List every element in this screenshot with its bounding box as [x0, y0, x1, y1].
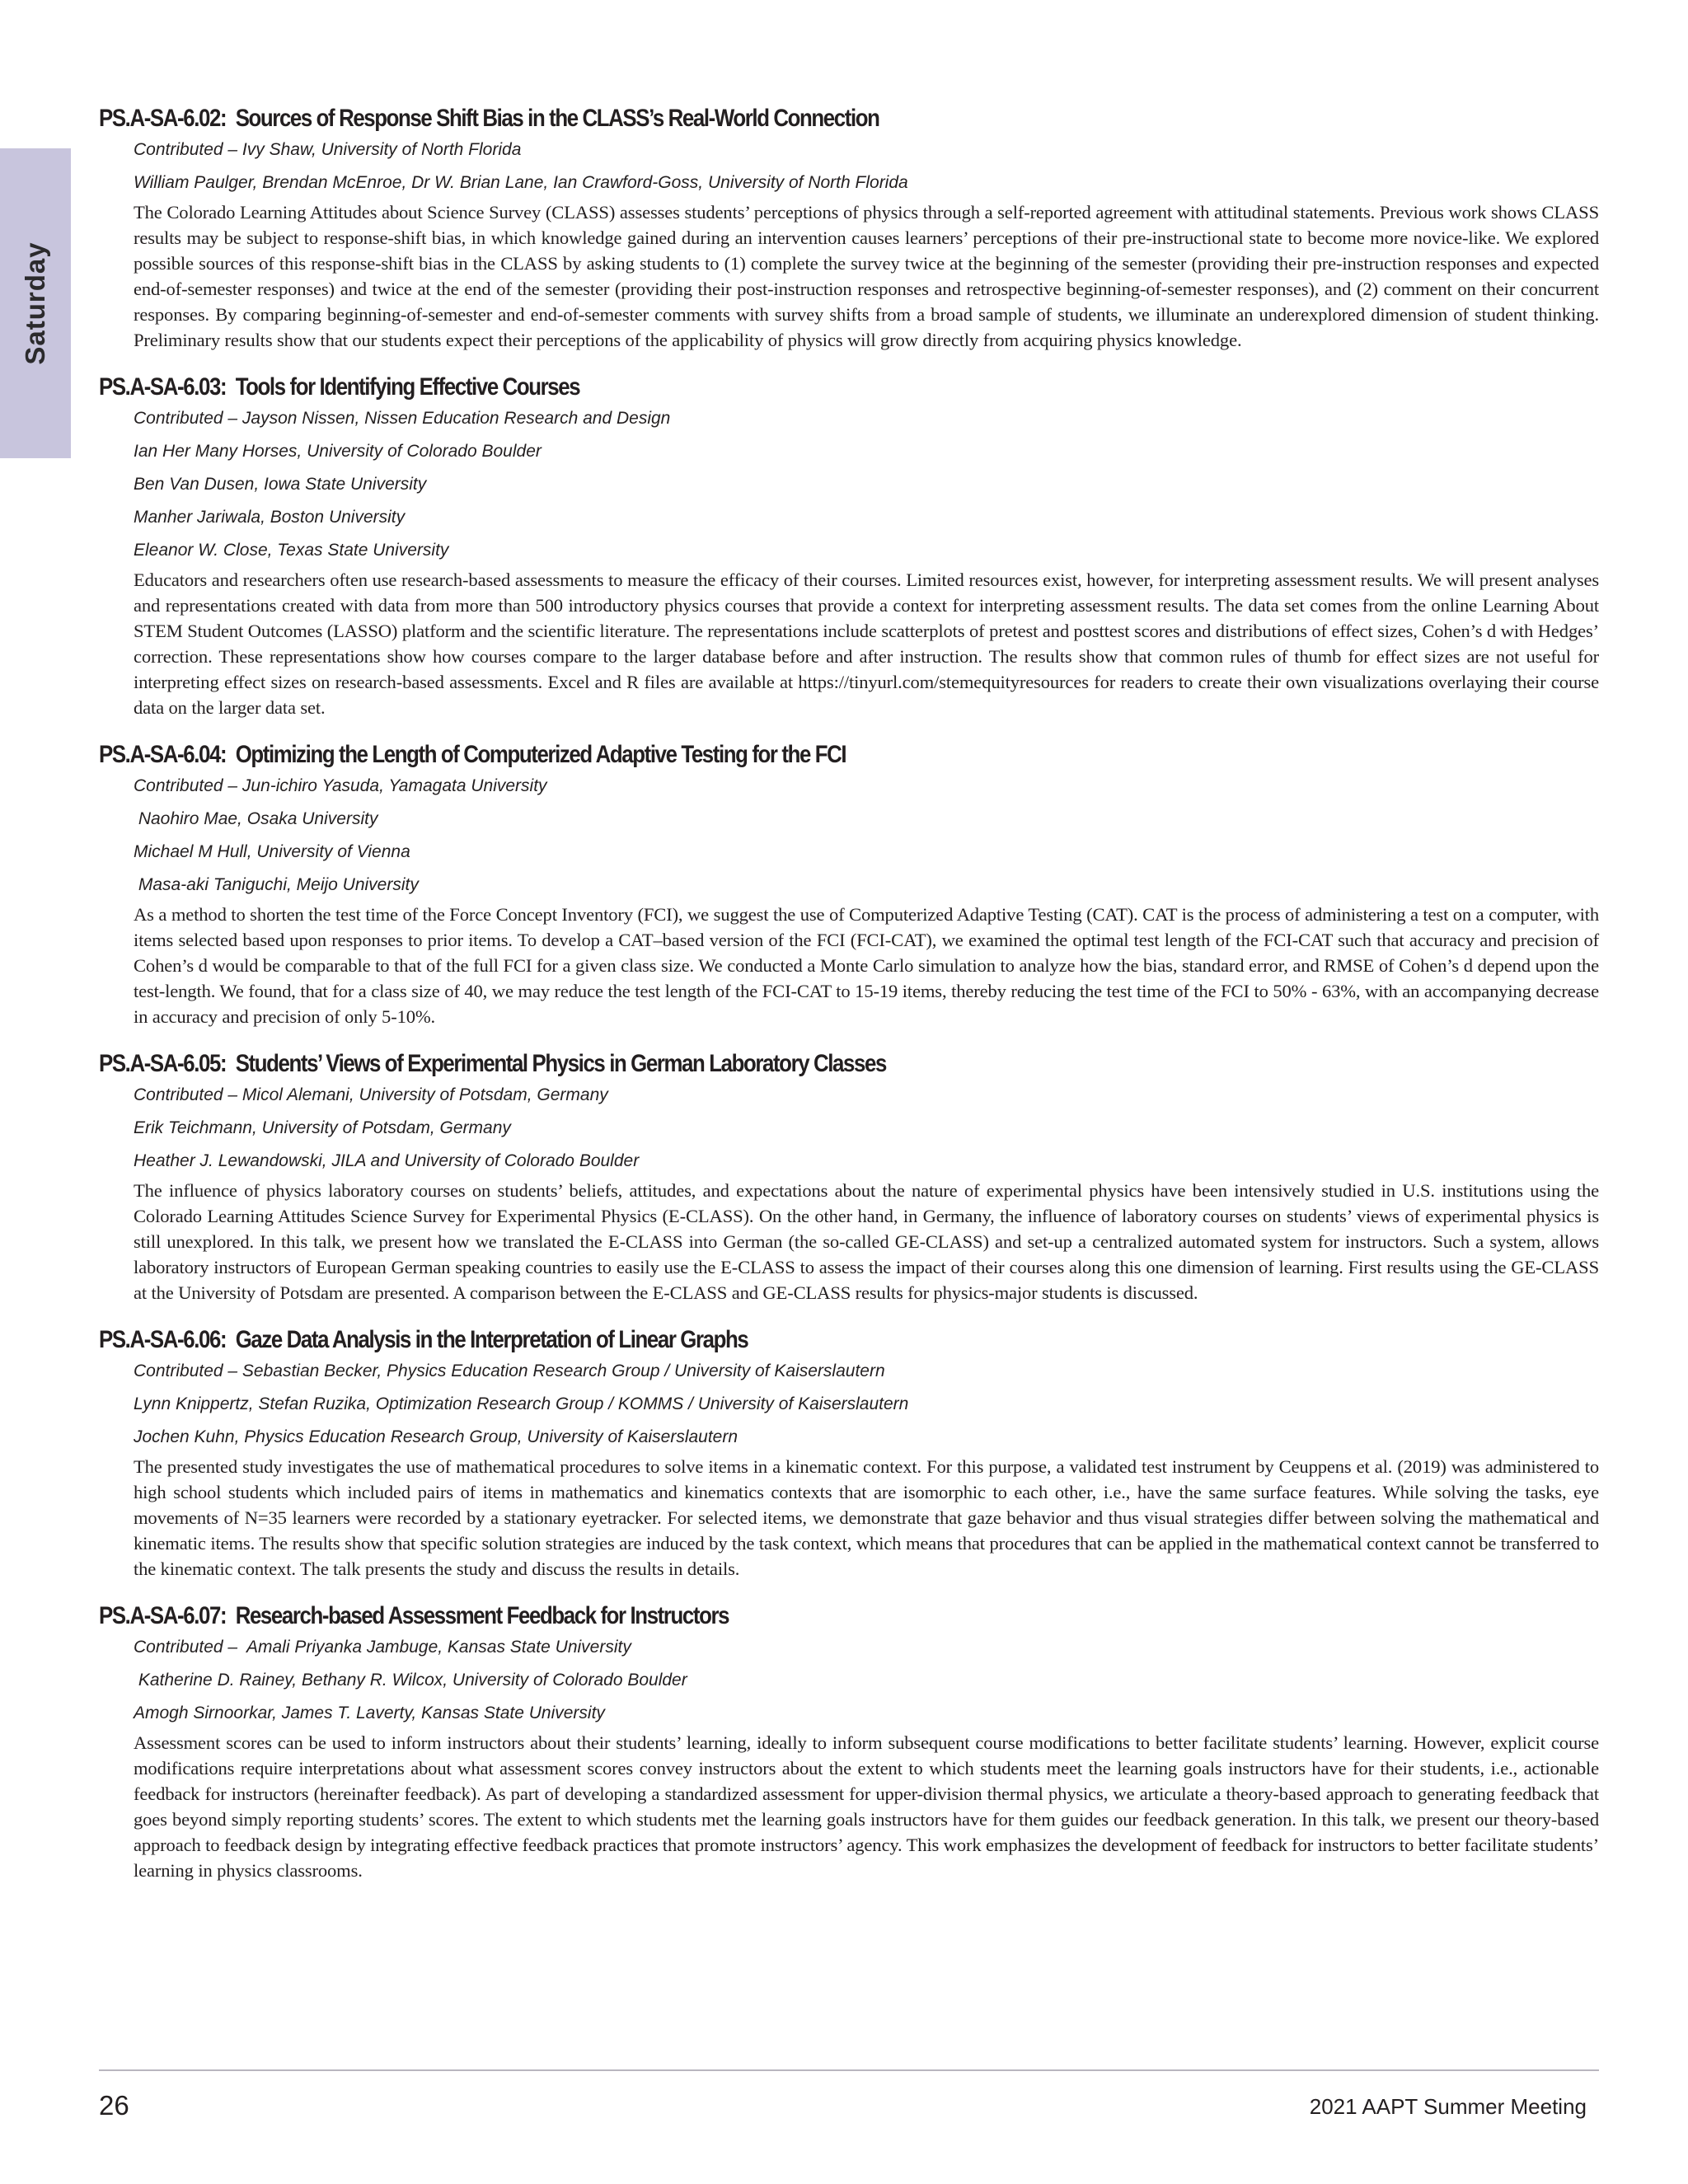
session-heading: [99, 1047, 1389, 1080]
session-code: PS.A-SA-6.02:: [99, 105, 227, 132]
abstract-text: The Colorado Learning Attitudes about Science Survey (CLASS) assesses students’ perceptions of physics through a self-reported agreement with attitudinal statements. Previous work shows CLASS results may be subject to response-shift bias, in which knowledge gained during an intervention causes learners’ perceptions of their pre-instructional state to become more novice-like. We explored possible sources of this response-shift bias in the CLASS by asking students to (1) complete the survey twice at the beginning of the semester (providing their pre-instruction responses and expected end-of-semester responses) and twice at the end of the semester (providing their post-instruction responses and retrospective beginning-of-semester responses), and (2) comment on their concurrent responses. By comparing beginning-of-semester and end-of-semester comments with survey shifts from a broad sample of students, we illuminate an underexplored dimension of student thinking. Preliminary results show that our students expect their perceptions of the applicability of physics will grow directly from acquiring physics knowledge.: [134, 202, 1599, 350]
session-code: PS.A-SA-6.04:: [99, 741, 227, 768]
abstract-entry: [99, 738, 1599, 1029]
author-line: Lynn Knippertz, Stefan Ruzika, Optimization Research Group / KOMMS / University of Kaiserslautern: [134, 1394, 909, 1413]
meeting-name: 2021 AAPT Summer Meeting: [1309, 2094, 1587, 2119]
abstract-text: Educators and researchers often use research-based assessments to measure the efficacy of their courses. Limited resources exist, however, for interpreting assessment results. We will present analyses and representations created with data from more than 500 introductory physics courses that provide a context for interpreting assessment results. The data set comes from the online Learning About STEM Student Outcomes (LASSO) platform and the scientific literature. The representations include scatterplots of pretest and posttest scores and distributions of effect sizes, Cohen’s d with Hedges’ correction. These representations show how courses compare to the larger database before and after instruction. The results show that common rules of thumb for effect sizes are not useful for interpreting effect sizes on research-based assessments. Excel and R files are available at https://tinyurl.com/stemequityresources for readers to create their own visualizations overlaying their course data on the larger data set.: [134, 569, 1599, 718]
author-line: Contributed – Jun-ichiro Yasuda, Yamagata University: [134, 776, 547, 795]
session-title: Sources of Response Shift Bias in the CLASS’s Real-World Connection: [235, 105, 879, 132]
author-line: Michael M Hull, University of Vienna: [134, 842, 410, 861]
session-heading: [99, 371, 1389, 404]
session-heading: [99, 1324, 1389, 1357]
session-title: Research-based Assessment Feedback for Instructors: [235, 1602, 729, 1629]
session-code: PS.A-SA-6.05:: [99, 1050, 227, 1077]
abstract-entry: [99, 102, 1599, 353]
abstract-entry: [99, 1324, 1599, 1582]
session-code: PS.A-SA-6.07:: [99, 1602, 227, 1629]
author-line: Heather J. Lewandowski, JILA and University of Colorado Boulder: [134, 1151, 640, 1170]
author-line: Katherine D. Rainey, Bethany R. Wilcox, University of Colorado Boulder: [134, 1671, 687, 1690]
abstract-entry: [99, 1047, 1599, 1305]
abstract-text: The influence of physics laboratory courses on students’ beliefs, attitudes, and expectations about the nature of experimental physics have been intensively studied in U.S. institutions using the Colorado Learning Attitudes Science Survey for Experimental Physics (E-CLASS). On the other hand, in Germany, the influence of laboratory courses on students’ views of experimental physics is still unexplored. In this talk, we present how we translated the E-CLASS into German (the so-called GE-CLASS) and set-up a centralized automated system for instructors. Such a system, allows laboratory instructors of European German speaking countries to easily use the E-CLASS to assess the impact of their courses along this one dimension of learning. First results using the GE-CLASS at the University of Potsdam are presented. A comparison between the E-CLASS and GE-CLASS results for physics-major students is discussed.: [134, 1180, 1599, 1303]
session-title: Optimizing the Length of Computerized Adaptive Testing for the FCI: [235, 741, 846, 768]
session-title: Tools for Identifying Effective Courses: [235, 373, 580, 401]
author-line: William Paulger, Brendan McEnroe, Dr W. Brian Lane, Ian Crawford-Goss, University of North Florida: [134, 173, 908, 192]
author-line: Jochen Kuhn, Physics Education Research Group, University of Kaiserslautern: [134, 1427, 738, 1446]
session-title: Students’ Views of Experimental Physics in German Laboratory Classes: [235, 1050, 886, 1077]
abstract-entry: [99, 371, 1599, 720]
author-line: Eleanor W. Close, Texas State University: [134, 541, 449, 560]
session-title: Gaze Data Analysis in the Interpretation of Linear Graphs: [235, 1326, 748, 1353]
session-heading: [99, 1600, 1389, 1633]
author-line: Ian Her Many Horses, University of Colorado Boulder: [134, 442, 542, 461]
author-line: Contributed – Micol Alemani, University of Potsdam, Germany: [134, 1085, 608, 1104]
session-code: PS.A-SA-6.03:: [99, 373, 227, 401]
author-line: Amogh Sirnoorkar, James T. Laverty, Kansas State University: [134, 1704, 605, 1722]
abstract-text: The presented study investigates the use of mathematical procedures to solve items in a kinematic context. For this purpose, a validated test instrument by Ceuppens et al. (2019) was administered to high school students which included pairs of items in mathematics and kinematics contexts that are isomorphic to each other, i.e., have the same surface features. While solving the tasks, eye movements of N=35 learners were recorded by a stationary eyetracker. For selected items, we demonstrate that gaze behavior and thus visual strategies differ between solving the mathematical and kinematic items. The results show that specific solution strategies are induced by the task context, which means that procedures that can be applied in the mathematical context cannot be transferred to the kinematic context. The talk presents the study and discuss the results in details.: [134, 1456, 1599, 1579]
abstract-text: As a method to shorten the test time of the Force Concept Inventory (FCI), we suggest the use of Computerized Adaptive Testing (CAT). CAT is the process of administering a test on a computer, with items selected based upon responses to prior items. To develop a CAT–based version of the FCI (FCI-CAT), we examined the optimal test length of the FCI-CAT such that accuracy and precision of Cohen’s d would be comparable to that of the full FCI for a given class size. We conducted a Monte Carlo simulation to analyze how the bias, standard error, and RMSE of Cohen’s d depend upon the test-length. We found, that for a class size of 40, we may reduce the test length of the FCI-CAT to 15-19 items, thereby reducing the test time of the FCI to 50% - 63%, with an accompanying decrease in accuracy and precision of only 5-10%.: [134, 904, 1599, 1027]
footer-divider: [99, 2069, 1599, 2071]
abstract-entry: [99, 1600, 1599, 1883]
day-side-tab-label: Saturday: [20, 241, 50, 365]
author-line: Masa-aki Taniguchi, Meijo University: [134, 875, 419, 894]
session-heading: [99, 102, 1389, 135]
page-number: 26: [99, 2090, 129, 2121]
author-line: Contributed – Ivy Shaw, University of North Florida: [134, 140, 522, 159]
author-line: Naohiro Mae, Osaka University: [134, 809, 378, 828]
day-side-tab: [0, 148, 71, 458]
author-line: Contributed – Jayson Nissen, Nissen Education Research and Design: [134, 409, 671, 428]
author-line: Contributed – Amali Priyanka Jambuge, Kansas State University: [134, 1638, 631, 1657]
abstract-text: Assessment scores can be used to inform instructors about their students’ learning, ideally to inform subsequent course modifications to better facilitate students’ learning. However, explicit course modifications require interpretations about what assessment scores convey instructors about the extent to which students meet the learning goals instructors have for their students, i.e., actionable feedback for instructors (hereinafter feedback). As part of developing a standardized assessment for upper-division thermal physics, we articulate a theory-based approach to generating feedback that goes beyond simply reporting students’ scores. The extent to which students met the learning goals instructors have for them guides our feedback generation. In this talk, we present our theory-based approach to feedback design by integrating effective feedback practices that promote instructors’ agency. This work emphasizes the development of feedback for instructors to better facilitate students’ learning in physics classrooms.: [134, 1732, 1599, 1881]
abstract-list: [99, 102, 1599, 1901]
author-line: Contributed – Sebastian Becker, Physics Education Research Group / University of Kaiserslautern: [134, 1361, 885, 1380]
session-code: PS.A-SA-6.06:: [99, 1326, 227, 1353]
author-line: Manher Jariwala, Boston University: [134, 508, 406, 527]
author-line: Ben Van Dusen, Iowa State University: [134, 475, 427, 494]
session-heading: [99, 738, 1389, 771]
author-line: Erik Teichmann, University of Potsdam, Germany: [134, 1118, 511, 1137]
